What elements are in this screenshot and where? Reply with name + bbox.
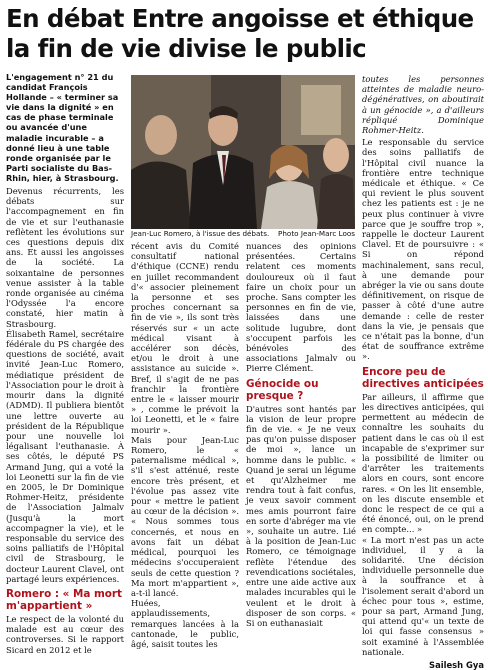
photo-illustration — [131, 75, 355, 229]
headline-line-2: la fin de vie divise le public — [6, 34, 367, 63]
paragraph: Huées, applaudissements, remarques lancées à la cantonade, le public, âgé, saisit toutes les — [131, 598, 239, 649]
column-2 — [131, 241, 239, 649]
article-photo — [131, 75, 355, 229]
photo-caption-text: Jean-Luc Romero, à l'issue des débats. — [131, 229, 270, 238]
column-3 — [246, 241, 356, 628]
paragraph: récent avis du Comité consultatif national d'éthique (CCNE) rendu en juillet recommandent d'« associer pleinement la personne et ses proches concernant sa fin de vie », ils sont très réservés sur « un acte médical visant à accélérer son décès, et/ou le droit à une assistance au suicide ». Bref, il s'agit de ne pas franchir la frontière entre le « laisser mourir » , comme le prévoit la loi Leonetti, et le « faire mourir ». — [131, 241, 239, 435]
article-headline — [6, 4, 484, 64]
paragraph: Mais pour Jean-Luc Romero, le « paternalisme médical », s'il s'est atténué, reste encore très présent, et l'évolue pas assez vite pour « mettre le patient au cœur de la décision ». « Nous sommes tous concernés, et nous en avons fait un débat médical, pourquoi les médecins s'occuperaient seuls de cette question ? Ma mort m'appartient », a-t-il lancé. — [131, 434, 239, 598]
author-signature: Sailesh Gya — [429, 659, 484, 670]
subheading: Romero : « Ma mort m'appartient » — [6, 587, 123, 612]
article-lede: L'engagement n° 21 du candidat François Hollande – « terminer sa vie dans la dignité » en cas de phase terminale ou avancée d'une maladie incurable – a donné lieu à une table ronde organisée par le Parti socialiste du Bas-Rhin, hier, à Strasbourg. — [6, 72, 119, 183]
subheading: Encore peu de directives anticipées — [362, 365, 484, 390]
photo-caption — [131, 229, 355, 238]
headline-line-1: En débat Entre angoisse et éthique — [6, 4, 474, 33]
paragraph: D'autres sont hantés par la vision de leur propre fin de vie. « Je ne veux pas qu'on puisse disposer de moi », lance un homme dans le public. « Quand je serai un légume et qu'Alzheimer me rendra tout à fait confus, je veux savoir comment mes amis pourront faire en sorte d'abréger ma vie », souhaite un autre. Lié à la position de Jean-Luc Romero, ce témoignage reflète l'étendue des revendications sociétales, entre une aide active aux malades incurables qui le veulent et le droit à disposer de son corps. « Si on euthanasiait — [246, 403, 356, 628]
paragraph: Le respect de la volonté du malade est au cœur des controverses. Si le rapport Sicard en 2012 et le — [6, 613, 124, 655]
paragraph: nuances des opinions présentées. Certains relatent ces moments douloureux où il faut faire un choix pour un proche. Sans compter les personnes en fin de vie, laissées dans une solitude lugubre, dont s'occupent parfois les bénévoles des associations Jalmalv ou Pierre Clément. — [246, 241, 356, 374]
paragraph: « La mort n'est pas un acte individuel, il y a la solidarité. Une décision individuelle personnelle due à la souffrance et à l'isolement serait d'abord un échec pour tous », estime, pour sa part, Armand Jung, qui attend qu'« un texte de loi qui fasse consensus » soit examiné à l'Assemblée nationale. — [362, 534, 484, 657]
paragraph: toutes les personnes atteintes de maladie neuro-dégénératives, on aboutirait à un génocide », a d'ailleurs répliqué Dominique Rohmer-Heitz. — [362, 74, 484, 136]
paragraph: Le responsable du service des soins palliatifs de l'Hôpital civil nuance la frontière entre technique médicale et éthique. « Ce qui revient le plus souvent chez les patients est : je ne peux plus continuer à vivre parce que je souffre trop », rappelle le docteur Laurent Clavel. Et de poursuivre : « Si on répond machinalement, sans recul, à une demande pour abréger la vie ou sans doute définitivement, on risque de passer à côté d'une autre demande : celle de rester dans la vie, je pensais que ce n'était pas la bonne, d'un état de souffrance extrême ». — [362, 137, 484, 362]
subheading: Génocide ou presque ? — [246, 377, 319, 402]
column-4 — [362, 74, 484, 670]
column-1 — [6, 72, 124, 655]
paragraph: Par ailleurs, il affirme que les directives anticipées, qui permettent au médecin de connaître les souhaits du patient dans le cas où il est incapable de s'exprimer sur la possibilité de limiter ou d'arrêter les traitements alors en cours, sont encore rares. « On les lit ensemble, on les discute ensemble et donc le respect de ce qui a été énoncé, oui, on le prend en compte... » — [362, 391, 484, 535]
paragraph: Devenus récurrents, les débats sur l'accompagnement en fin de vie et sur l'euthanasie reflètent les évolutions sur ces questions depuis dix ans. Et aussi les angoisses de la société. La soixantaine de personnes venue assister à la table ronde organisée au cinéma l'Odyssée l'a encore constaté, hier matin à Strasbourg. — [6, 186, 124, 329]
photo-credit: Photo Jean-Marc Loos — [278, 229, 355, 238]
paragraph: Élisabeth Ramel, secrétaire fédérale du PS chargée des questions de société, avait invité Jean-Luc Romero, médiatique président de l'Association pour le droit à mourir dans la dignité (ADMD). Il publiera bientôt une lettre ouverte au président de la République pour une nouvelle loi légalisant l'euthanasie. À ses côtés, le député PS Armand Jung, qui a voté la loi Leonetti sur la fin de vie en 2005, le Dr Dominique Rohmer-Heitz, présidente de l'Association Jalmalv (Jusqu'à la mort accompagner la vie), et le responsable du service des soins palliatifs de l'Hôpital civil de Strasbourg, le docteur Laurent Clavel, ont partagé leurs expériences. — [6, 328, 124, 584]
